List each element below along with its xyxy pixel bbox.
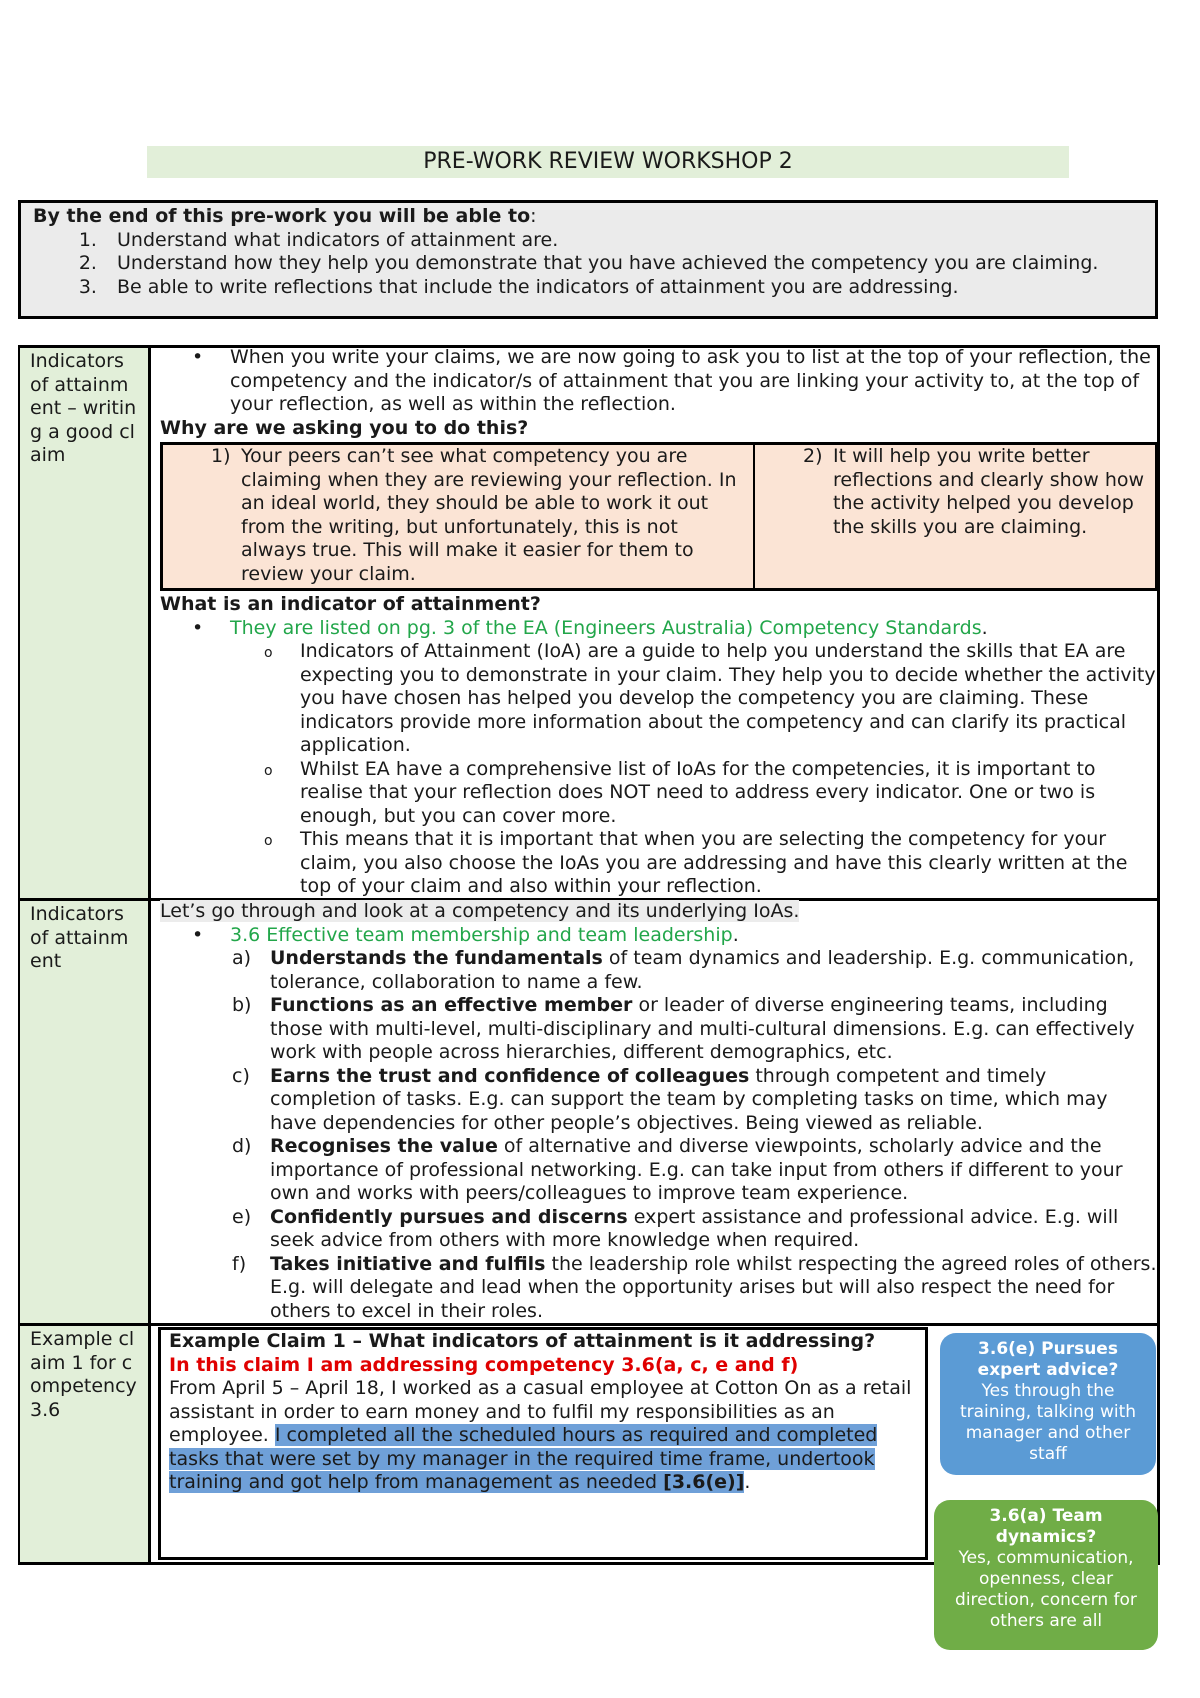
- standards-link-text: They are listed on pg. 3 of the EA (Engineers Australia) Competency Standards: [230, 616, 982, 639]
- row-label-indicators: Indicators of attainment: [20, 901, 148, 1323]
- sub-list-item: o Whilst EA have a comprehensive list of IoAs for the competencies, it is important to realise that your reflection does NOT need to address every indicator. One or two is enough, but you can cover more.: [300, 758, 1158, 829]
- objectives-box: [18, 200, 1158, 319]
- indicator-list: [160, 947, 1158, 1323]
- indicator-item: c) Earns the trust and confidence of colleagues through competent and timely completion of tasks. E.g. can support the team by completing tasks on time, which may have dependencies for other people’s objectives. Being viewed as reliable.: [232, 1064, 1108, 1134]
- page-title: PRE-WORK REVIEW WORKSHOP 2: [147, 146, 1069, 178]
- competency-title: 3.6 Effective team membership and team leadership: [230, 923, 733, 946]
- claim-paragraph: From April 5 – April 18, I worked as a casual employee at Cotton On as a retail assistant in order to earn money and to fulfil my responsibilities as an employee. I completed all the scheduled hours as required and completed tasks that were set by my manager in the required time frame, undertook training and got help from management as needed [3.6(e)].: [169, 1377, 912, 1493]
- example-heading: Example Claim 1 – What indicators of attainment is it addressing?: [169, 1330, 876, 1352]
- highlighted-text: I completed all the scheduled hours as required and completed tasks that were set by my manager in the required time frame, undertook training and got help from management as needed: [169, 1424, 878, 1493]
- what-heading: What is an indicator of attainment?: [160, 593, 541, 615]
- indicator-reference: [3.6(e)]: [663, 1471, 745, 1493]
- row-label-writing-claim: Indicators of attainment – writing a good claim: [20, 348, 148, 898]
- list-item: • 3.6 Effective team membership and team leadership.: [230, 924, 1158, 948]
- row-divider: [18, 1323, 1160, 1326]
- sub-list-item: o Indicators of Attainment (IoA) are a guide to help you understand the skills that EA are expecting you to demonstrate in your claim. They help you to decide whether the activity you have chosen has helped you develop the competency you are claiming. These indicators provide more information about the competency and can clarify its practical application.: [300, 640, 1158, 758]
- objective-item: 3. Be able to write reflections that include the indicators of attainment you are addressing.: [103, 276, 1143, 300]
- indicator-item: a) Understands the fundamentals of team dynamics and leadership. E.g. communication, tolerance, collaboration to name a few.: [232, 947, 1135, 993]
- sub-list-item: o This means that it is important that when you are selecting the competency for your claim, you also choose the IoAs you are addressing and have this clearly written at the top of your claim and also within your reflection.: [300, 828, 1158, 899]
- intro-text: Let’s go through and look at a competency and its underlying IoAs.: [160, 900, 800, 922]
- indicator-item: b) Functions as an effective member or leader of diverse engineering teams, including those with multi-level, multi-disciplinary and multi-cultural dimensions. E.g. can effectively work with people across hierarchies, different demographics, etc.: [232, 994, 1135, 1063]
- list-item: • They are listed on pg. 3 of the EA (Engineers Australia) Competency Standards. o Indicators of Attainment (IoA) are a guide to help you understand the skills that EA are expecting you to demonstrate in your claim. They help you to decide whether the activity you have chosen has helped you develop the competency you are claiming. These indicators provide more information about the competency and can clarify its practical application. o Whilst EA have a comprehensive list of IoAs for the competencies, it is important to realise that your reflection does NOT need to address every indicator. One or two is enough, but you can cover more. o This means that it is important that when you are selecting the competency for your claim, you also choose the IoAs you are addressing and have this clearly written at the top of your claim and also within your reflection.: [230, 617, 1158, 899]
- reason-cell: 2) It will help you write better reflections and clearly show how the activity helped you develop the skills you are claiming.: [755, 445, 1155, 588]
- objectives-list: [33, 229, 1143, 300]
- indicator-item: f) Takes initiative and fulfils the leadership role whilst respecting the agreed roles of others. E.g. will delegate and lead when the opportunity arises but will also respect the need for others to excel in their roles.: [232, 1252, 1157, 1322]
- indicator-item: e) Confidently pursues and discerns expert assistance and professional advice. E.g. will seek advice from others with more knowledge when required.: [232, 1205, 1119, 1251]
- objectives-intro: By the end of this pre-work you will be able to:: [33, 205, 537, 227]
- row-content-writing-claim: [160, 346, 1158, 899]
- column-divider: [148, 345, 151, 1565]
- row-content-indicators: [160, 900, 1158, 1323]
- objective-item: 1. Understand what indicators of attainment are.: [103, 229, 1143, 253]
- claim-competency-line: In this claim I am addressing competency 3.6(a, c, e and f): [169, 1353, 799, 1376]
- example-claim-box: [158, 1327, 928, 1560]
- why-heading: Why are we asking you to do this?: [160, 416, 529, 439]
- indicator-item: d) Recognises the value of alternative and diverse viewpoints, scholarly advice and the importance of professional networking. E.g. can take input from others if different to your own and works with peers/colleagues to improve team experience.: [232, 1135, 1123, 1204]
- callout-pursues-expert-advice: 3.6(e) Pursues expert advice? Yes through the training, talking with manager and other staff: [940, 1333, 1156, 1475]
- objective-item: 2. Understand how they help you demonstrate that you have achieved the competency you are claiming.: [103, 252, 1143, 276]
- callout-team-dynamics: 3.6(a) Team dynamics? Yes, communication, openness, clear direction, concern for others are all: [934, 1500, 1158, 1650]
- row-label-example-claim: Example claim 1 for competency 3.6: [20, 1326, 148, 1562]
- list-item: • When you write your claims, we are now going to ask you to list at the top of your reflection, the competency and the indicator/s of attainment that you are linking your activity to, at the top of your reflection, as well as within the reflection.: [230, 346, 1158, 417]
- reason-cell: 1) Your peers can’t see what competency you are claiming when they are reviewing your reflection. In an ideal world, they should be able to work it out from the writing, but unfortunately, this is not always true. This will make it easier for them to review your claim.: [163, 445, 755, 588]
- reasons-table: [160, 442, 1158, 591]
